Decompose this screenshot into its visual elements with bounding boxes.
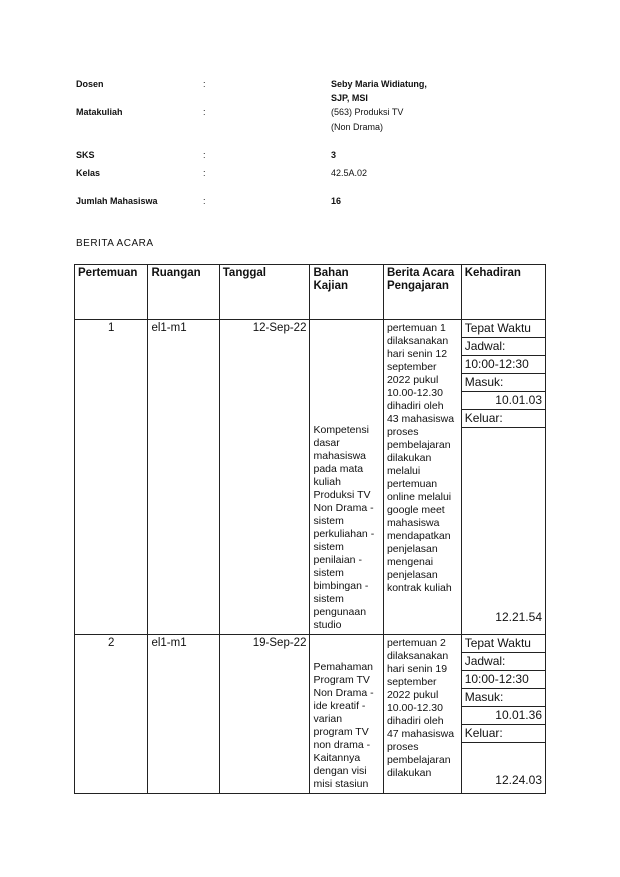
jadwal-label: Jadwal:: [462, 653, 545, 671]
matakuliah-label: Matakuliah: [76, 107, 123, 117]
dosen-label: Dosen: [76, 79, 104, 89]
colon: :: [203, 79, 206, 89]
table-header-row: [75, 265, 546, 320]
cell-berita-acara: pertemuan 1 dilaksanakan hari senin 12 september 2022 pukul 10.00-12.30 dihadiri oleh 43 mahasiswa proses pembelajaran dilakukan melalui pertemuan online melalui google meet mahasiswa mendapatkan penjelasan mengenai penjelasan kontrak kuliah: [383, 320, 461, 635]
keluar-value: 12.21.54: [495, 610, 542, 624]
jadwal-value: 10:00-12:30: [462, 671, 545, 689]
header-berita-acara: Berita Acara Pengajaran: [383, 265, 461, 320]
cell-pertemuan: 1: [75, 320, 148, 635]
dosen-value-line1: Seby Maria Widiatung,: [331, 79, 427, 89]
colon: :: [203, 107, 206, 117]
jadwal-value: 10:00-12:30: [462, 356, 545, 374]
sks-value: 3: [331, 150, 337, 160]
dosen-value-line2: SJP, MSI: [331, 93, 368, 103]
cell-tanggal: 12-Sep-22: [219, 320, 310, 635]
cell-kehadiran: [461, 320, 545, 635]
cell-ruangan: el1-m1: [148, 635, 219, 794]
keluar-label: Keluar:: [462, 725, 545, 743]
jadwal-label: Jadwal:: [462, 338, 545, 356]
cell-ruangan: el1-m1: [148, 320, 219, 635]
keluar-value: 12.24.03: [495, 773, 542, 787]
status-tepat-waktu: Tepat Waktu: [462, 635, 545, 653]
cell-berita-acara: pertemuan 2 dilaksanakan hari senin 19 september 2022 pukul 10.00-12.30 dihadiri oleh 47 mahasiswa proses pembelajaran dilakukan: [383, 635, 461, 794]
jumlah-value: 16: [331, 196, 342, 206]
header-pertemuan: Pertemuan: [75, 265, 148, 320]
kelas-label: Kelas: [76, 168, 101, 178]
colon: :: [203, 196, 206, 206]
matakuliah-value-line1: (563) Produksi TV: [331, 107, 404, 117]
header-kehadiran: Kehadiran: [461, 265, 545, 320]
cell-kehadiran: [461, 635, 545, 794]
masuk-value: 10.01.36: [462, 707, 545, 725]
kelas-value: 42.5A.02: [331, 168, 368, 178]
keluar-label: Keluar:: [462, 410, 545, 428]
section-title: BERITA ACARA: [76, 238, 154, 249]
header-tanggal: Tanggal: [219, 265, 310, 320]
colon: :: [203, 150, 206, 160]
table-row: [75, 635, 546, 794]
cell-bahan-kajian: Pemahaman Program TV Non Drama - ide kreatif - varian program TV non drama - Kaitannya dengan visi misi stasiun: [310, 635, 383, 794]
cell-pertemuan: 2: [75, 635, 148, 794]
sks-label: SKS: [76, 150, 95, 160]
header-ruangan: Ruangan: [148, 265, 219, 320]
matakuliah-value-line2: (Non Drama): [331, 122, 384, 132]
colon: :: [203, 168, 206, 178]
cell-bahan-kajian: Kompetensi dasar mahasiswa pada mata kuliah Produksi TV Non Drama - sistem perkuliahan - sistem penilaian - sistem bimbingan - sistem pengunaan studio: [310, 320, 383, 635]
berita-acara-table: [74, 264, 546, 794]
status-tepat-waktu: Tepat Waktu: [462, 320, 545, 338]
jumlah-label: Jumlah Mahasiswa: [76, 196, 158, 206]
masuk-value: 10.01.03: [462, 392, 545, 410]
table-row: [75, 320, 546, 635]
masuk-label: Masuk:: [462, 689, 545, 707]
masuk-label: Masuk:: [462, 374, 545, 392]
cell-tanggal: 19-Sep-22: [219, 635, 310, 794]
header-bahan-kajian: Bahan Kajian: [310, 265, 383, 320]
